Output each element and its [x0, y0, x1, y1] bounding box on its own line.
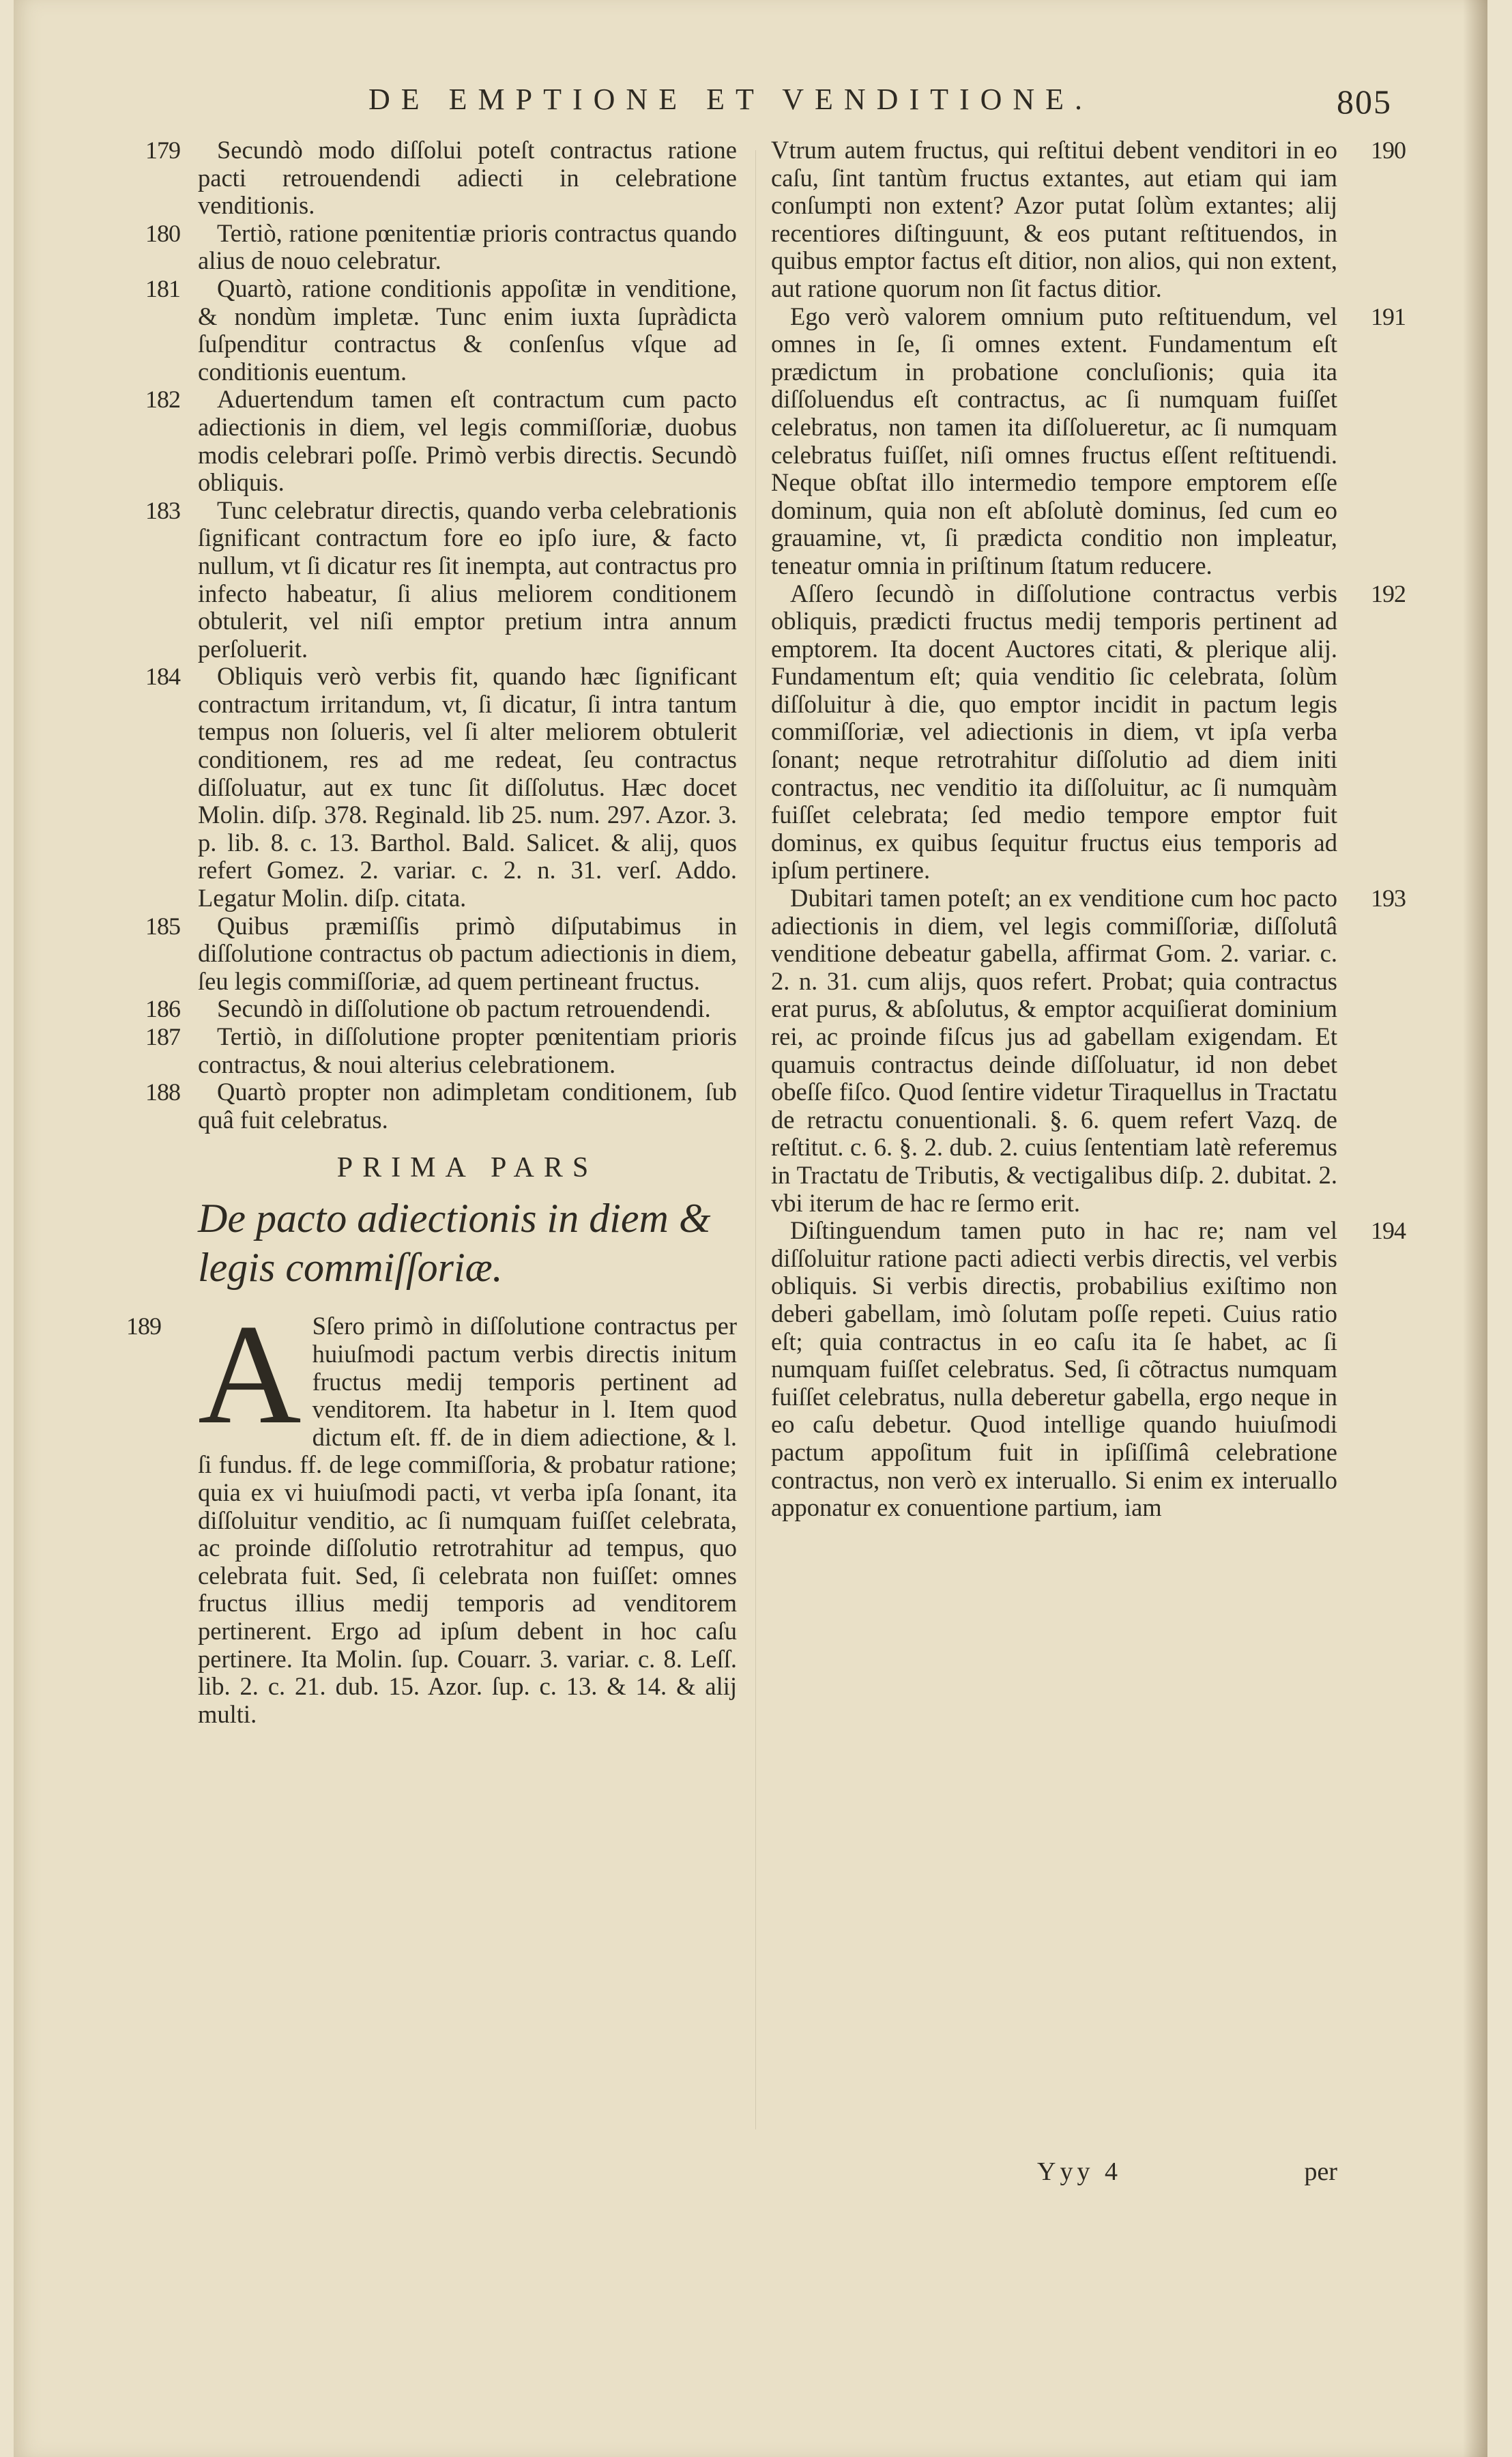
- marginal-number: 184: [145, 663, 180, 691]
- paragraph-text: Diſtinguendum tamen puto in hac re; nam vel diſſoluitur ratione pacti adiecti verbis directis, vel verbis obliquis. Si verbis directis, probabilius exiſtimo non deberi gabellam, imò ſolutam poſſe repeti. Cuius ratio eſt; quia contractus in eo caſu ita ſe habet, ac ſi numquam fuiſſet celebratus. Sed, ſi cõtractus numquam fuiſſet celebratus, nulla deberetur gabella, ergo neque in eo caſu debetur. Quod intellige quando huiuſmodi pactum appoſitum fuit in ipſiſſimâ celebratione contractus, non verò ex interuallo. Si enim ex interuallo apponatur ex conuentione partium, iam: [771, 1216, 1337, 1522]
- catchword: per: [1304, 2157, 1337, 2186]
- marginal-number: 194: [1371, 1217, 1406, 1245]
- marginal-number: 181: [145, 274, 180, 302]
- paragraph-184: [145, 662, 737, 913]
- marginal-number: 192: [1371, 579, 1406, 607]
- marginal-number: 185: [145, 912, 180, 940]
- paragraph-text: Quibus præmiſſis primò diſputabimus in diſſolutione contractus ob pactum adiectionis in diem, ſeu legis commiſſoriæ, ad quem pertineant fructus.: [198, 911, 737, 995]
- marginal-number: 190: [1371, 136, 1406, 164]
- paragraph-text: Quartò propter non adimpletam conditionem, ſub quâ fuit celebratus.: [198, 1078, 737, 1134]
- paragraph-text: Vtrum autem fructus, qui reſtitui debent venditori in eo caſu, ſint tantùm fructus extantes, aut etiam qui iam conſumpti non extent? Azor putat ſolùm extantes; alij recentiores diſtinguunt, & eos putant reſtituendos, in quibus emptor factus eſt ditior, non alios, qui non extent, aut ratione quorum non ſit factus ditior.: [771, 136, 1337, 302]
- marginal-number: 191: [1371, 302, 1406, 330]
- left-column: [126, 136, 737, 1728]
- paragraph-193: [771, 884, 1406, 1217]
- paragraph-text: Obliquis verò verbis fit, quando hæc ſignificant contractum irritandum, vt, ſi dicatur, ſi intra tantum tempus non ſolueris, vel ſi alter meliorem obtulerit conditionem, res ad me redeat, ſeu contractus diſſoluatur, aut ex tunc ſit diſſolutus. Hæc docet Molin. diſp. 378. Reginald. lib 25. num. 297. Azor. 3. p. lib. 8. c. 13. Barthol. Bald. Salicet. & alij, quos refert Gomez. 2. variar. c. 2. n. 31. verſ. Addo. Legatur Molin. diſp. citata.: [198, 662, 737, 913]
- paragraph-text: Sſero primò in diſſolutione contractus per huiuſmodi pactum verbis directis initum fructus medij temporis pertinent ad venditorem. Ita habetur in l. Item quod dictum eſt. ff. de in diem adiectione, & l. ſi fundus. ff. de lege commiſſoria, & probatur ratione; quia ex vi huiuſmodi pacti, vt verba ipſa ſonant, ita diſſoluitur venditio, ac ſi numquam fuiſſet celebrata, ac proinde diſſolutio retrotrahitur ad tempus, quo celebrata fuit. Sed, ſi celebrata non fuiſſet: omnes fructus illius medij temporis ad venditorem pertinerent. Ergo ad ipſum debent in hoc caſu pertinere. Ita Molin. ſup. Couarr. 3. variar. c. 8. Leſſ. lib. 2. c. 21. dub. 15. Azor. ſup. c. 13. & 14. & alij multi.: [198, 1312, 737, 1728]
- paragraph-186: [145, 994, 737, 1023]
- part-title: De pacto adiectionis in diem & legis commiſſoriæ.: [198, 1196, 711, 1291]
- paragraph-text: Secundò modo diſſolui poteſt contractus ratione pacti retrouendendi adiecti in celebratione venditionis.: [198, 136, 737, 220]
- running-header: [368, 82, 1392, 130]
- paragraph-187: [145, 1022, 737, 1078]
- paragraph-180: [145, 218, 737, 275]
- marginal-number: 189: [126, 1312, 161, 1340]
- paragraph-text: Tunc celebratur directis, quando verba celebrationis ſignificant contractum fore eo ipſo iure, & facto nullum, vt ſi dicatur res ſit inempta, aut contractus pro infecto habeatur, ſi alius meliorem conditionem obtulerit, vel niſi emptor pretium intra annum perſoluerit.: [198, 495, 737, 663]
- paragraph-192: [771, 579, 1406, 885]
- paragraph-text: Secundò in diſſolutione ob pactum retrouendendi.: [217, 994, 711, 1023]
- signature-mark: Yyy 4: [1037, 2157, 1122, 2186]
- paragraph-190: [771, 136, 1406, 303]
- paragraph-text: Dubitari tamen poteſt; an ex venditione cum hoc pacto adiectionis in diem, vel legis commiſſoriæ, diſſolutâ venditione debeatur gabella, affirmat Gom. 2. variar. c. 2. n. 31. cum alijs, quos refert. Probat; quia contractus erat purus, & abſolutus, & emptor acquiſierat dominium rei, ac proinde fiſcus jus ad gabellam exigendam. Et quamuis contractus deinde diſſoluatur, id non debet obeſſe fiſco. Quod ſentire videtur Tiraquellus in Tractatu de retractu conuentionali. §. 6. quem refert Vazq. de reſtitut. c. 6. §. 2. dub. 2. cuius ſententiam latè referemus in Tractatu de Tributis, & vectigalibus diſp. 2. dubitat. 2. vbi iterum de hac re ſermo erit.: [771, 884, 1337, 1217]
- page-edge-shadow: [1463, 0, 1487, 2457]
- page-footer: [771, 2157, 1337, 2191]
- column-gutter: [755, 150, 756, 2129]
- paragraph-191: [771, 302, 1406, 580]
- right-column: [771, 136, 1406, 1522]
- running-title: DE EMPTIONE ET VENDITIONE.: [368, 83, 1094, 116]
- marginal-number: 182: [145, 386, 180, 414]
- marginal-number: 188: [145, 1078, 180, 1106]
- paragraph-183: [145, 495, 737, 663]
- paragraph-194: [771, 1216, 1406, 1522]
- marginal-number: 179: [145, 136, 180, 164]
- paragraph-text: Aduertendum tamen eſt contractum cum pacto adiectionis in diem, vel legis commiſſoriæ, duobus modis celebrari poſſe. Primò verbis directis. Secundò obliquis.: [198, 385, 737, 497]
- paragraph-181: [145, 274, 737, 386]
- marginal-number: 183: [145, 496, 180, 524]
- paragraph-text: Tertiò, in diſſolutione propter pœnitentiam prioris contractus, & noui alterius celebrationem.: [198, 1022, 737, 1078]
- paragraph-185: [145, 911, 737, 996]
- paragraph-text: Tertiò, ratione pœnitentiæ prioris contractus quando alius de nouo celebratur.: [198, 218, 737, 275]
- page-number: 805: [1337, 83, 1392, 121]
- drop-capital: A: [198, 1295, 302, 1454]
- book-page: [14, 0, 1487, 2457]
- paragraph-182: [145, 385, 737, 497]
- paragraph-text: Quartò, ratione conditionis appoſitæ in venditione, & nondùm impletæ. Tunc enim iuxta ſupràdicta ſuſpenditur contractus & conſenſus vſque ad conditionis euentum.: [198, 274, 737, 386]
- marginal-number: 186: [145, 995, 180, 1023]
- paragraph-text: Ego verò valorem omnium puto reſtituendum, vel omnes in ſe, ſi omnes extent. Fundamentum eſt prædictum in probatione concluſionis; quia ita diſſoluendus eſt contractus, ac ſi numquam fuiſſet celebratus, non tamen ita diſſolueretur, ac ſi numquam celebratus fuiſſet, niſi omnes fructus eſſent reſtituendi. Neque obſtat illo intermedio tempore emptorem eſſe dominum, quia non eſt abſolutè dominus, ſed cum eo grauamine, vt, ſi prædicta conditio non impleatur, teneatur omnia in priſtinum ſtatum reducere.: [771, 302, 1337, 579]
- paragraph-179: [145, 136, 737, 220]
- part-heading: PRIMA PARS: [336, 1152, 598, 1184]
- paragraph-188: [145, 1078, 737, 1134]
- paragraph-189: [126, 1295, 737, 1728]
- marginal-number: 180: [145, 219, 180, 247]
- marginal-number: 187: [145, 1023, 180, 1050]
- marginal-number: 193: [1371, 885, 1406, 913]
- paragraph-text: Aſſero ſecundò in diſſolutione contractus verbis obliquis, prædicti fructus medij temporis pertinent ad emptorem. Ita docent Auctores citati, & plerique alij. Fundamentum eſt; quia venditio ſic celebrata, ſolùm diſſoluitur à die, quo emptor incidit in pactum legis commiſſoriæ, vel adiectionis in diem, vt ipſa verba ſonant; neque retrotrahitur diſſolutio ad diem initi contractus, nec venditio ita diſſoluitur, ac ſi numquàm fuiſſet celebrata; ſed medio tempore emptor fuit dominus, ex quibus ſequitur fructus eius temporis ad ipſum pertinere.: [771, 579, 1337, 885]
